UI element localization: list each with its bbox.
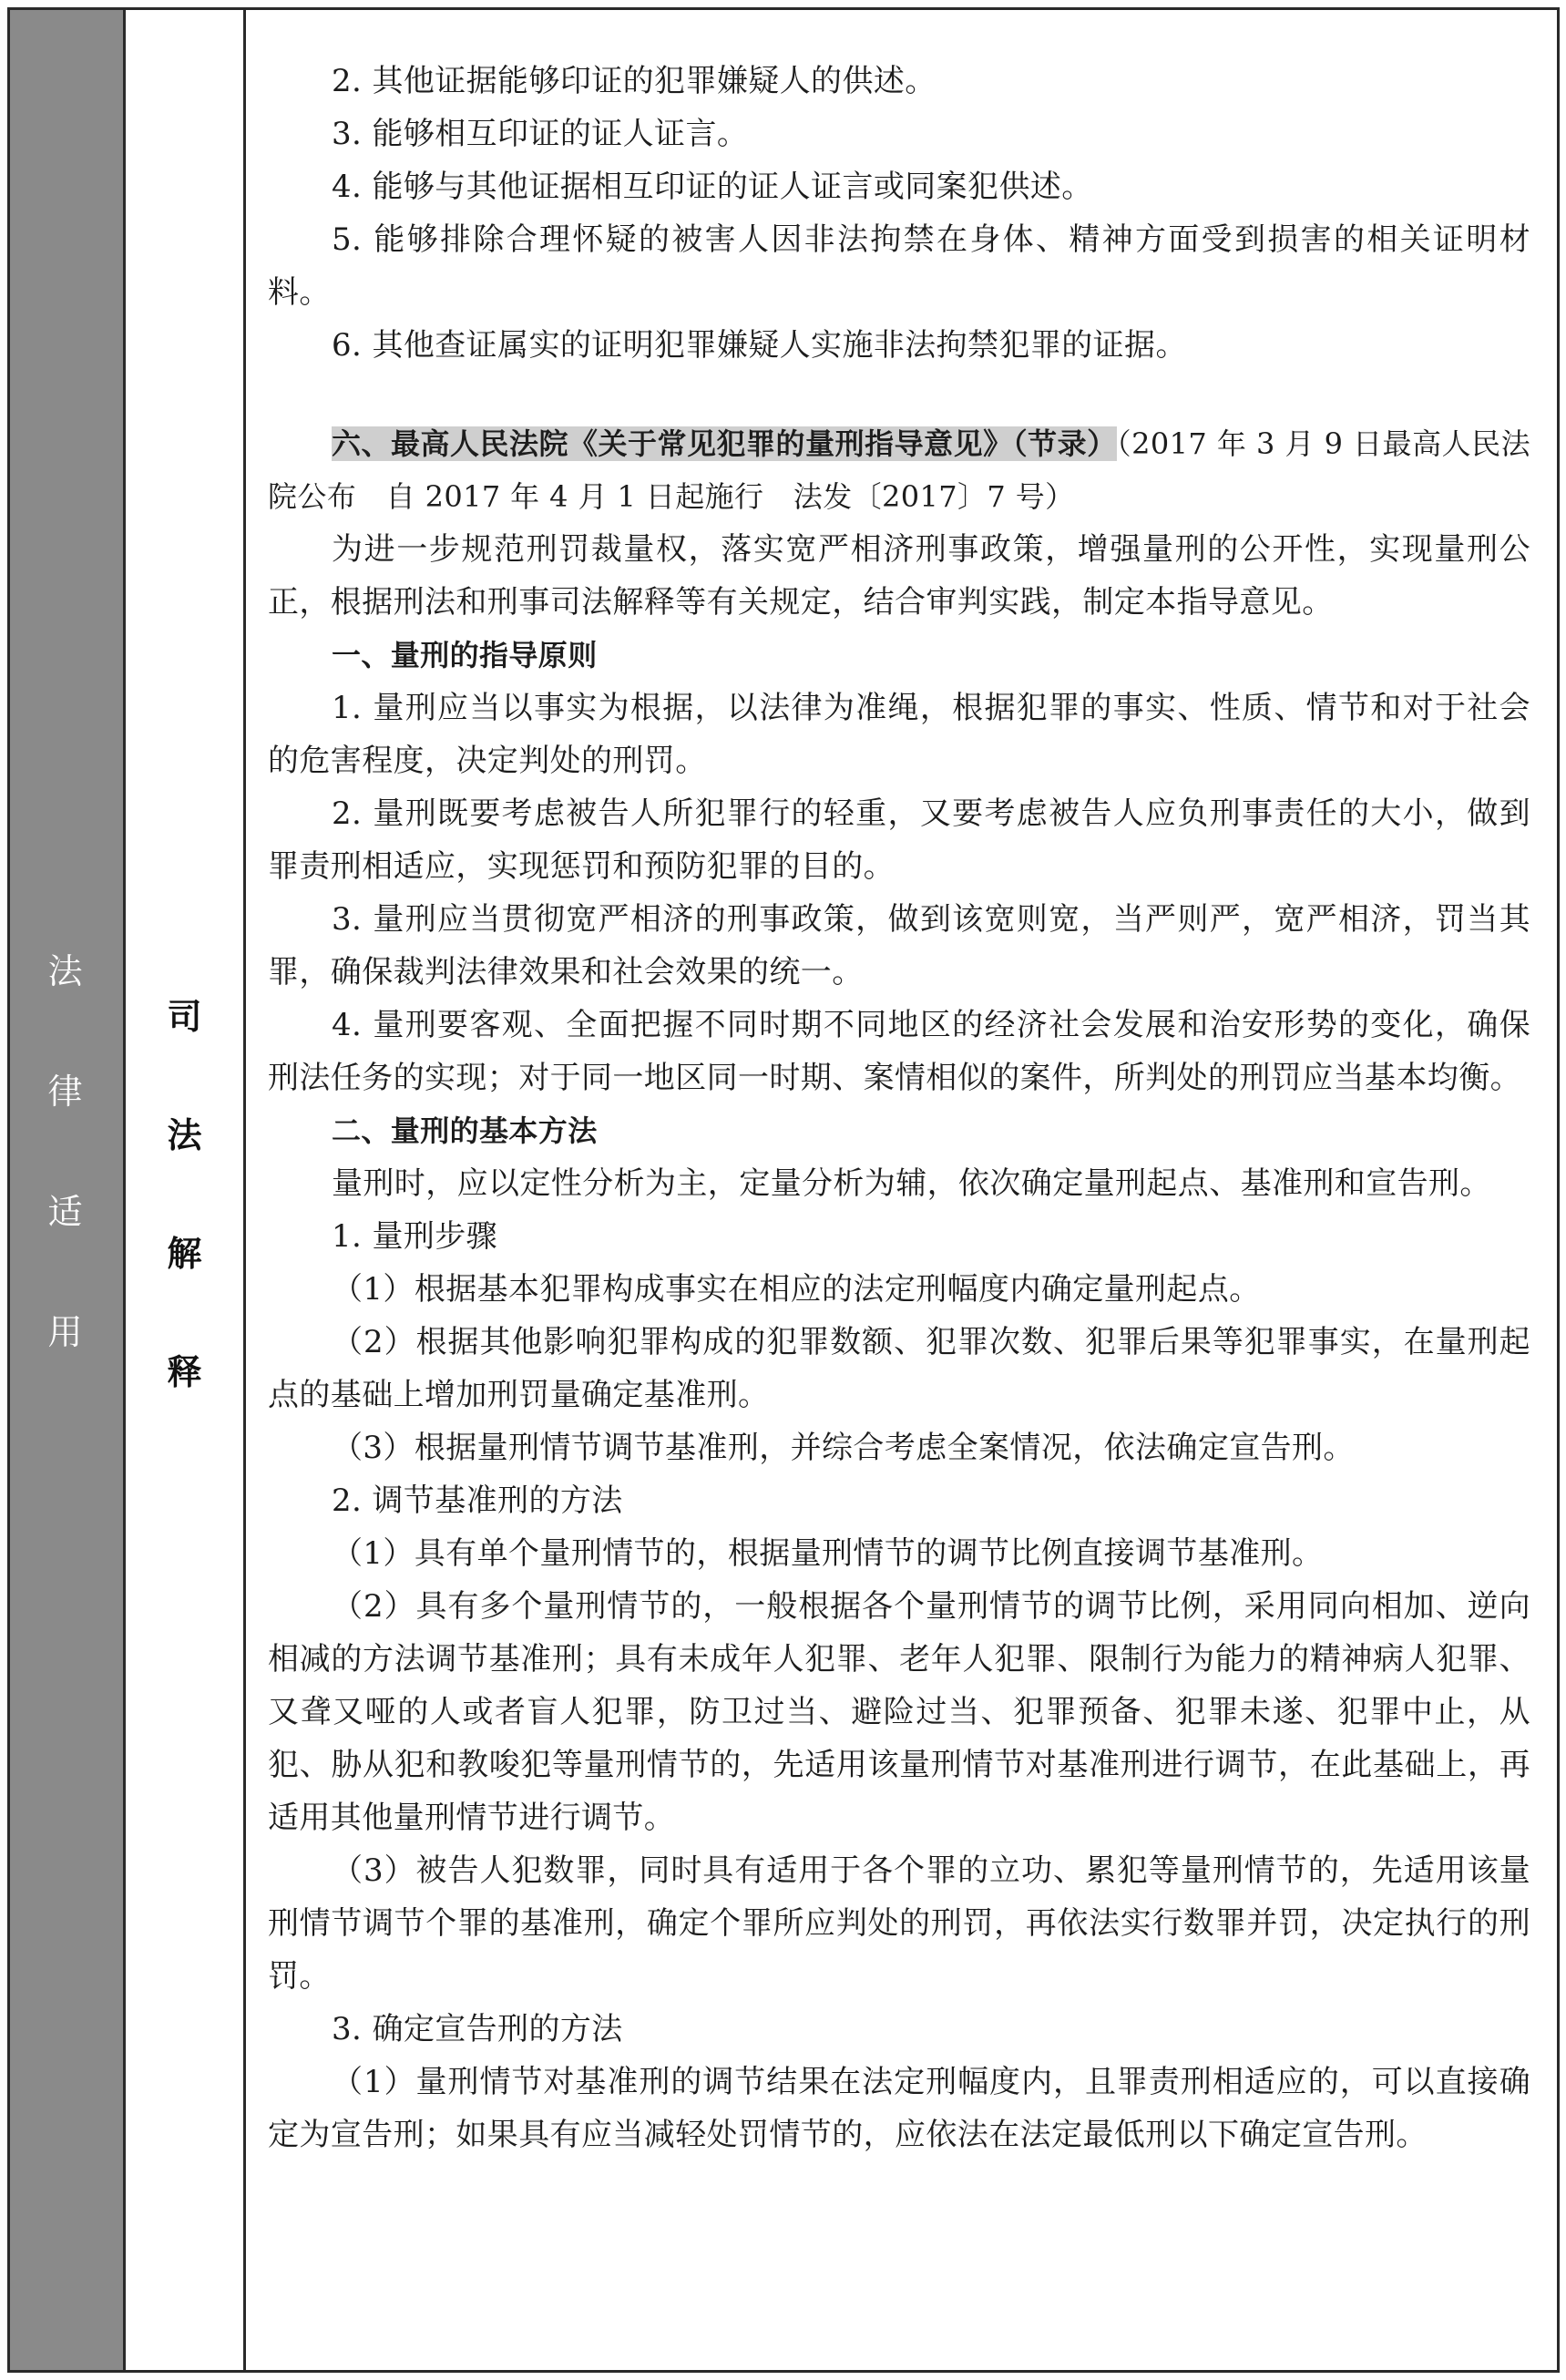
paragraph: （3）根据量刑情节调节基准刑，并综合考虑全案情况，依法确定宣告刑。 [332,1430,1355,1466]
paragraph: 6. 其他查证属实的证明犯罪嫌疑人实施非法拘禁犯罪的证据。 [332,327,1187,364]
table-border [7,7,1560,2373]
category-char: 用 [47,1312,83,1352]
section-title: 六、最高人民法院《关于常见犯罪的量刑指导意见》（节录） [332,426,1117,461]
category-char: 法 [47,951,83,991]
paragraph: （3）被告人犯数罪，同时具有适用于各个罪的立功、累犯等量刑情节的，先适用该量刑情节调节个罪的基准刑，确定个罪所应判处的刑罚，再依法实行数罪并罚，决定执行的刑罚。 [268,1852,1530,1995]
paragraph: 2. 其他证据能够印证的犯罪嫌疑人的供述。 [332,63,937,99]
subcategory-char: 释 [167,1351,202,1392]
paragraph: 3. 能够相互印证的证人证言。 [332,116,749,152]
paragraph: 5. 能够排除合理怀疑的被害人因非法拘禁在身体、精神方面受到损害的相关证明材料。 [268,221,1530,311]
subcategory-char: 解 [167,1233,202,1274]
category-char: 适 [47,1192,83,1232]
paragraph: 量刑时，应以定性分析为主，定量分析为辅，依次确定量刑起点、基准刑和宣告刑。 [332,1165,1491,1202]
subsection-heading: 二、量刑的基本方法 [332,1113,598,1148]
paragraph: （1）具有单个量刑情节的，根据量刑情节的调节比例直接调节基准刑。 [332,1535,1324,1572]
section-source: （2017 年 3 月 9 日最高人民法院公布 自 2017 年 4 月 1 日起施行 法发〔2017〕7 号） [268,426,1530,514]
subcategory-char: 司 [167,996,202,1037]
paragraph: （1）根据基本犯罪构成事实在相应的法定刑幅度内确定量刑起点。 [332,1271,1261,1308]
category-char: 律 [47,1072,83,1112]
subcategory-char: 法 [167,1114,202,1155]
paragraph: （2）根据其他影响犯罪构成的犯罪数额、犯罪次数、犯罪后果等犯罪事实，在量刑起点的基础上增加刑罚量确定基准刑。 [268,1324,1530,1413]
paragraph: 1. 量刑应当以事实为根据，以法律为准绳，根据犯罪的事实、性质、情节和对于社会的危害程度，决定判处的刑罚。 [268,690,1530,779]
paragraph: 1. 量刑步骤 [332,1218,498,1255]
paragraph: （1）量刑情节对基准刑的调节结果在法定刑幅度内，且罪责刑相适应的，可以直接确定为宣告刑；如果具有应当减轻处罚情节的，应依法在法定最低刑以下确定宣告刑。 [268,2064,1530,2153]
paragraph: 2. 调节基准刑的方法 [332,1482,623,1519]
paragraph: 4. 能够与其他证据相互印证的证人证言或同案犯供述。 [332,169,1093,205]
paragraph: 2. 量刑既要考虑被告人所犯罪行的轻重，又要考虑被告人应负刑事责任的大小，做到罪责刑相适应，实现惩罚和预防犯罪的目的。 [268,795,1530,885]
paragraph: 3. 量刑应当贯彻宽严相济的刑事政策，做到该宽则宽，当严则严，宽严相济，罚当其罪，确保裁判法律效果和社会效果的统一。 [268,901,1530,990]
paragraph: 3. 确定宣告刑的方法 [332,2011,623,2047]
paragraph: （2）具有多个量刑情节的，一般根据各个量刑情节的调节比例，采用同向相加、逆向相减的方法调节基准刑；具有未成年人犯罪、老年人犯罪、限制行为能力的精神病人犯罪、又聋又哑的人或者盲人犯罪，防卫过当、避险过当、犯罪预备、犯罪未遂、犯罪中止，从犯、胁从犯和教唆犯等量刑情节的，先适用该量刑情节对基准刑进行调节，在此基础上，再适用其他量刑情节进行调节。 [268,1588,1530,1836]
paragraph: 为进一步规范刑罚裁量权，落实宽严相济刑事政策，增强量刑的公开性，实现量刑公正，根据刑法和刑事司法解释等有关规定，结合审判实践，制定本指导意见。 [268,531,1530,621]
subsection-heading: 一、量刑的指导原则 [332,638,598,672]
paragraph: 4. 量刑要客观、全面把握不同时期不同地区的经济社会发展和治安形势的变化，确保刑法任务的实现；对于同一地区同一时期、案情相似的案件，所判处的刑罚应当基本均衡。 [268,1007,1530,1096]
